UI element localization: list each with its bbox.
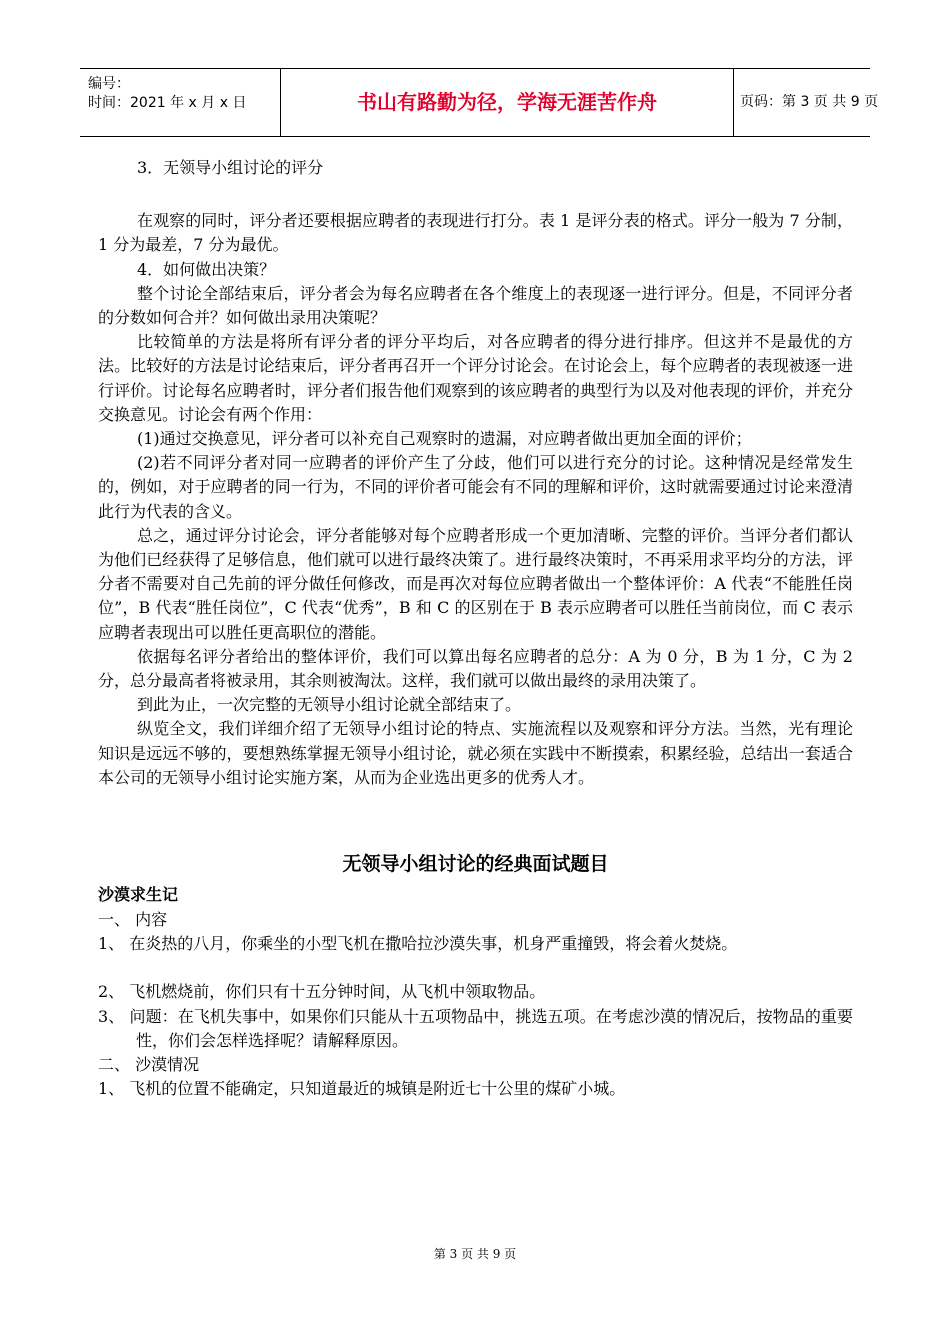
paragraph: (2)若不同评分者对同一应聘者的评价产生了分歧，他们可以进行充分的讨论。这种情况是经常发生的，例如，对于应聘者的同一行为，不同的评价者可能会有不同的理解和评价，这时就需要通过讨论来澄清此行为代表的含义。 — [98, 453, 853, 521]
paragraph: (1)通过交换意见，评分者可以补充自己观察时的遗漏，对应聘者做出更加全面的评价； — [137, 429, 752, 449]
paragraph: 在观察的同时，评分者还要根据应聘者的表现进行打分。表 1 是评分表的格式。评分一般为 7 分制，1 分为最差，7 分为最优。 — [98, 211, 853, 255]
list-item: 3、 问题：在飞机失事中，如果你们只能从十五项物品中，挑选五项。在考虑沙漠的情况后，按物品的重要性，你们会怎样选择呢？请解释原因。 — [98, 1006, 853, 1050]
subheading: 沙漠求生记 — [98, 885, 179, 905]
document-body — [98, 156, 853, 1102]
section-3-title: 3．无领导小组讨论的评分 — [137, 158, 324, 177]
list-item: 2、 飞机燃烧前，你们只有十五分钟时间，从飞机中领取物品。 — [98, 982, 546, 1002]
list-item: 二、 沙漠情况 — [98, 1055, 200, 1075]
page-footer: 第 3 页 共 9 页 — [433, 1247, 517, 1261]
header-meta-cell — [80, 69, 281, 136]
paragraph: 依据每名评分者给出的整体评价，我们可以算出每名应聘者的总分：A 为 0 分，B 为 1 分，C 为 2 分，总分最高者将被录用，其余则被淘汰。这样，我们就可以做出最终的录用决策了。 — [98, 646, 853, 691]
paragraph: 纵览全文，我们详细介绍了无领导小组讨论的特点、实施流程以及观察和评分方法。当然，光有理论知识是远远不够的，要想熟练掌握无领导小组讨论，就必须在实践中不断摸索，积累经验，总结出一套适合本公司的无领导小组讨论实施方案，从而为企业选出更多的优秀人才。 — [98, 719, 853, 787]
section-4-title: 4．如何做出决策？ — [137, 259, 276, 279]
doc-number-label: 编号： — [88, 76, 130, 92]
header-page-code: 页码：第 3 页 共 9 页 — [740, 94, 879, 110]
header-table — [80, 68, 879, 137]
paragraph: 整个讨论全部结束后，评分者会为每名应聘者在各个维度上的表现逐一进行评分。但是，不同评分者的分数如何合并？如何做出录用决策呢？ — [98, 283, 853, 328]
time-label: 时间：2021 年 x 月 x 日 — [88, 95, 247, 111]
list-item: 1、 在炎热的八月，你乘坐的小型飞机在撒哈拉沙漠失事，机身严重撞毁，将会着火焚烧。 — [98, 934, 738, 954]
paragraph: 比较简单的方法是将所有评分者的评分平均后，对各应聘者的得分进行排序。但这并不是最优的方法。比较好的方法是讨论结束后，评分者再召开一个评分讨论会。在讨论会上，每个应聘者的表现被逐一进行评价。讨论每名应聘者时，评分者们报告他们观察到的该应聘者的典型行为以及对他表现的评价，并充分交换意见。讨论会有两个作用： — [98, 332, 853, 424]
paragraph: 总之，通过评分讨论会，评分者能够对每个应聘者形成一个更加清晰、完整的评价。当评分者们都认为他们已经获得了足够信息，他们就可以进行最终决策了。进行最终决策时，不再采用求平均分的方法，评分者不需要对自己先前的评分做任何修改，而是再次对每位应聘者做出一个整体评价：A 代表“不能胜任岗位”，B 代表“胜任岗位”，C 代表“优秀”，B 和 C 的区别在于 B 表示应聘者可以胜任当前岗位，而 C 表示应聘者表现出可以胜任更高职位的潜能。 — [98, 525, 853, 642]
section-heading: 无领导小组讨论的经典面试题目 — [342, 853, 609, 876]
header-motto: 书山有路勤为径，学海无涯苦作舟 — [281, 69, 734, 136]
list-item: 一、 内容 — [98, 910, 168, 930]
list-item: 1、 飞机的位置不能确定，只知道最近的城镇是附近七十公里的煤矿小城。 — [98, 1079, 626, 1099]
paragraph: 到此为止，一次完整的无领导小组讨论就全部结束了。 — [137, 695, 522, 715]
